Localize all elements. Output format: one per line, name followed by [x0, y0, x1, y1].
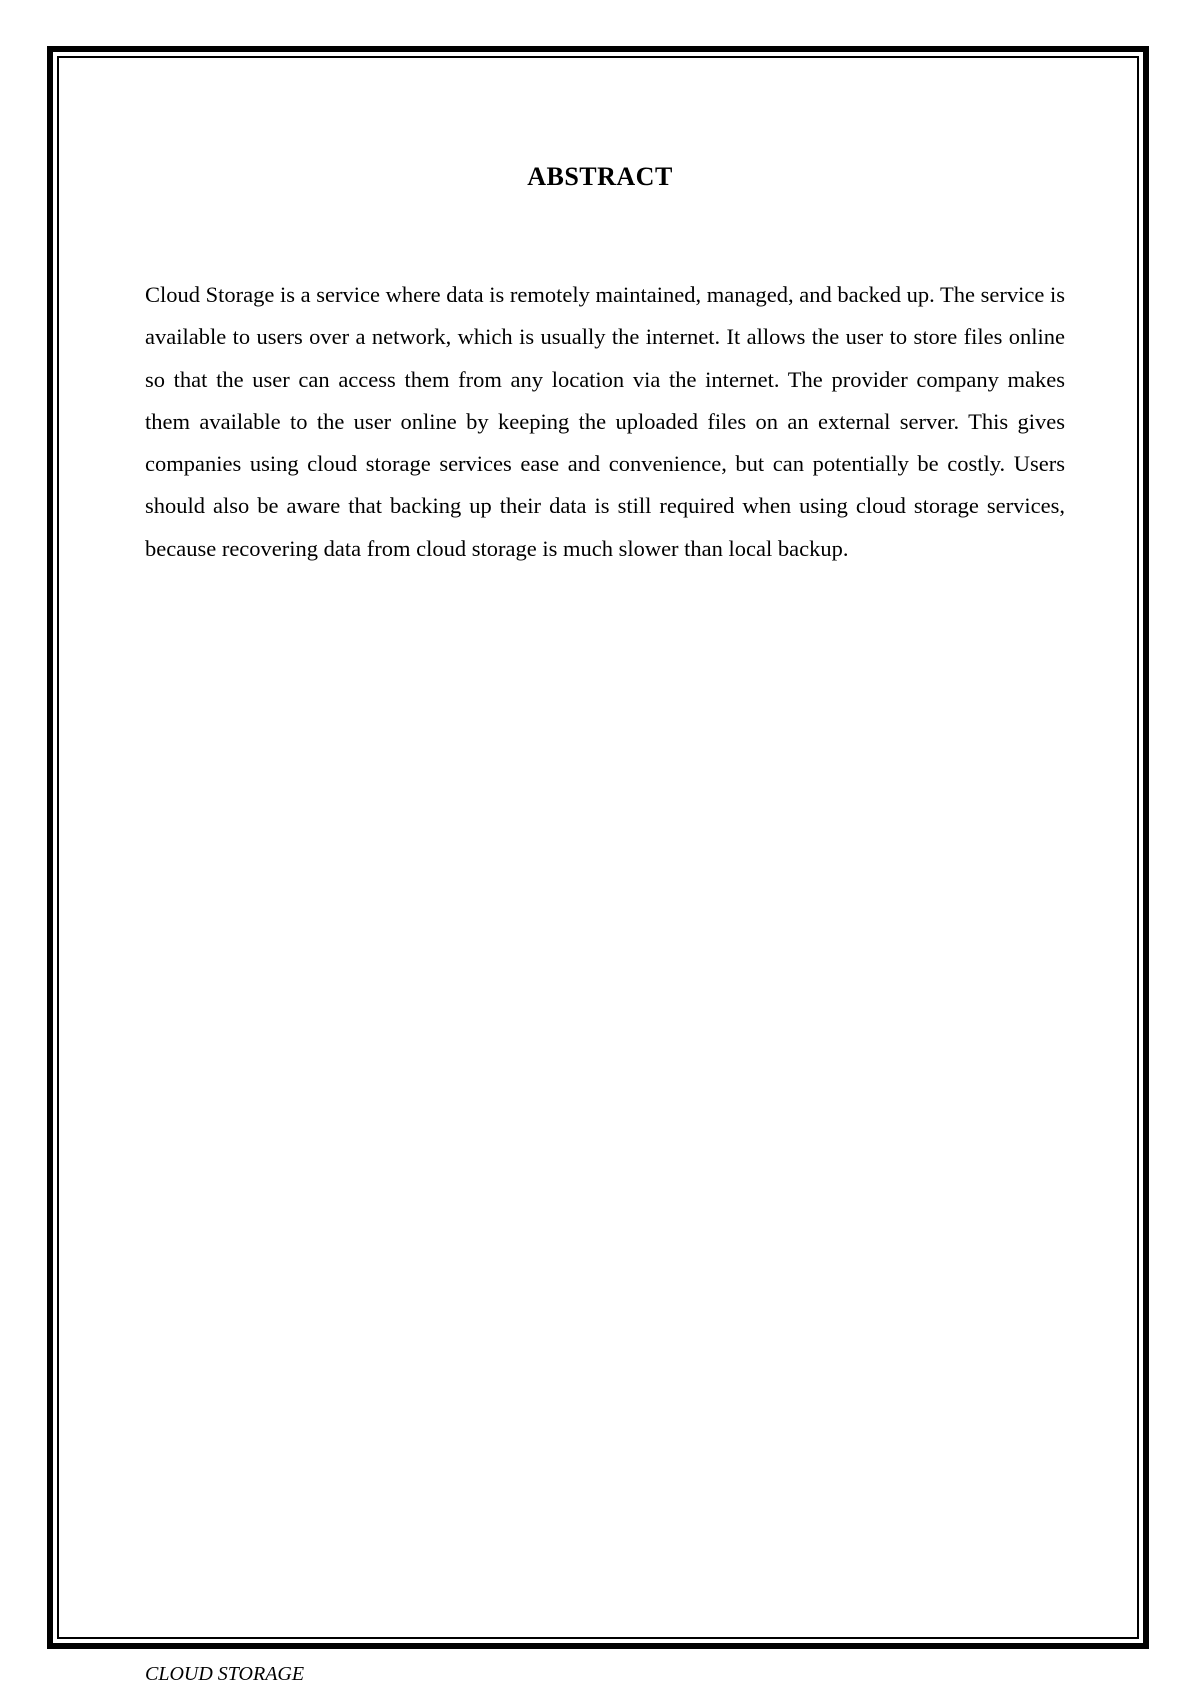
page-footer: CLOUD STORAGE	[145, 1663, 305, 1685]
abstract-paragraph: Cloud Storage is a service where data is remotely maintained, managed, and backed up. The service is available to users over a network, which is usually the internet. It allows the user to store files online so that the user can access them from any location via the internet. The provider company makes them available to the user online by keeping the uploaded files on an external server. This gives companies using cloud storage services ease and convenience, but can potentially be costly. Users should also be aware that backing up their data is still required when using cloud storage services, because recovering data from cloud storage is much slower than local backup.	[145, 282, 1065, 561]
page-title: ABSTRACT	[527, 162, 673, 191]
